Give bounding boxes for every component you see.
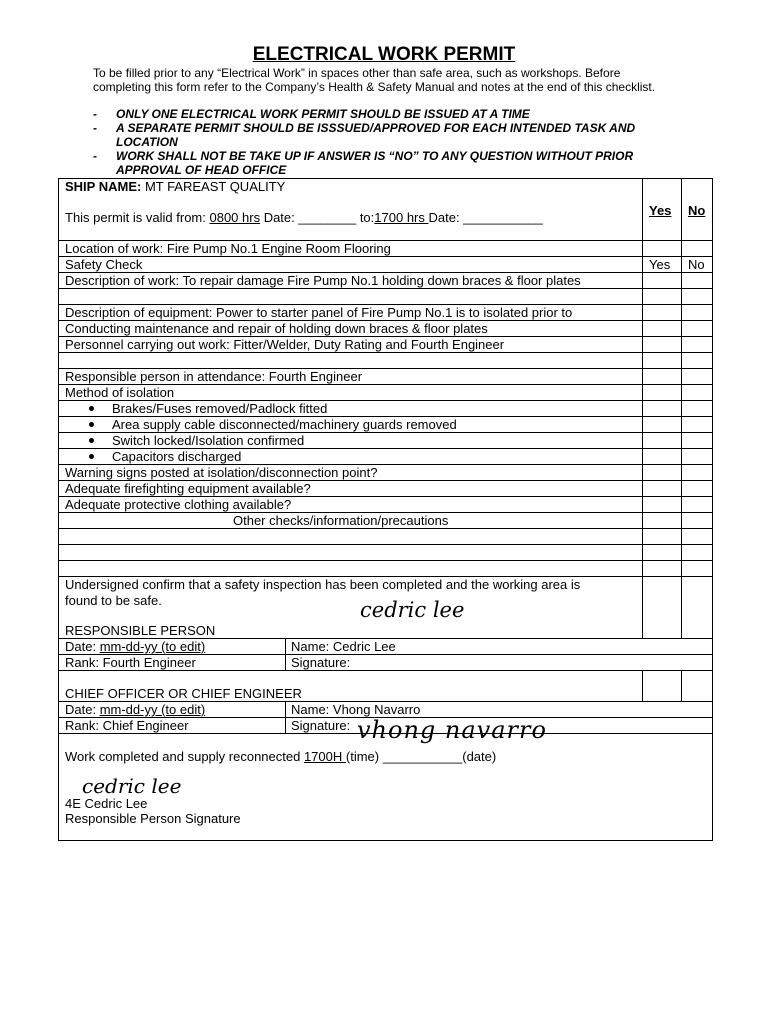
isolation-supply-cable: Area supply cable disconnected/machinery guards removed [112, 417, 457, 432]
ship-name-line: SHIP NAME: MT FAREAST QUALITY [65, 179, 286, 194]
protective-clothing-question: Adequate protective clothing available? [65, 497, 292, 512]
personnel-carrying-out-work: Personnel carrying out work: Fitter/Welder, Duty Rating and Fourth Engineer [65, 337, 505, 352]
responsible-person-signature: cedric lee [360, 598, 465, 622]
description-of-work: Description of work: To repair damage Fire Pump No.1 holding down braces & floor plates [65, 273, 581, 288]
bullet-icon [89, 422, 94, 427]
chief-name: Name: Vhong Navarro [291, 702, 421, 717]
yes-column-header: Yes [649, 203, 672, 218]
responsible-date-field[interactable]: mm-dd-yy (to edit) [99, 639, 206, 654]
confirmation-line-1: Undersigned confirm that a safety inspection has been completed and the working area is [65, 577, 581, 592]
completion-signature-caption: Responsible Person Signature [65, 811, 241, 826]
chief-rank: Rank: Chief Engineer [65, 718, 189, 733]
responsible-date: Date: mm-dd-yy (to edit) [65, 639, 206, 654]
chief-date-field[interactable]: mm-dd-yy (to edit) [99, 702, 206, 717]
responsible-name: Name: Cedric Lee [291, 639, 396, 654]
other-checks-heading: Other checks/information/precautions [233, 513, 449, 528]
intro-paragraph: To be filled prior to any “Electrical Work” in spaces other than safe area, such as workshops. Before completing this form refer to the Company’s Health & Safety Manual and notes at the end of this checklist. [93, 66, 656, 94]
responsible-signature-label: Signature: [291, 655, 351, 670]
isolation-capacitors: Capacitors discharged [112, 449, 242, 464]
confirmation-line-2: found to be safe. [65, 593, 162, 608]
safety-check-label: Safety Check [65, 257, 143, 272]
completion-signature: cedric lee [82, 774, 182, 798]
valid-from-time: 0800 hrs [209, 210, 261, 225]
firefighting-question: Adequate firefighting equipment available? [65, 481, 311, 496]
chief-date: Date: mm-dd-yy (to edit) [65, 702, 206, 717]
method-of-isolation: Method of isolation [65, 385, 175, 400]
chief-signature-label: Signature: [291, 718, 351, 733]
isolation-brakes-fuses: Brakes/Fuses removed/Padlock fitted [112, 401, 328, 416]
safety-check-yes: Yes [649, 257, 671, 272]
bullet-icon [89, 454, 94, 459]
completion-signer-name: 4E Cedric Lee [65, 796, 148, 811]
completion-time: 1700H [303, 749, 346, 764]
isolation-switch-locked: Switch locked/Isolation confirmed [112, 433, 305, 448]
responsible-person-heading: RESPONSIBLE PERSON [65, 623, 216, 638]
conducting-maintenance: Conducting maintenance and repair of holding down braces & floor plates [65, 321, 488, 336]
bullet-icon [89, 438, 94, 443]
validity-line: This permit is valid from: 0800 hrs Date: ________ to:1700 hrs Date: ___________ [65, 210, 543, 225]
valid-to-time: 1700 hrs [374, 210, 429, 225]
no-column-header: No [688, 203, 706, 218]
safety-check-no: No [688, 257, 705, 272]
document-title: ELECTRICAL WORK PERMIT [252, 44, 516, 65]
work-completed-line: Work completed and supply reconnected 1700H (time) ___________(date) [65, 749, 497, 764]
responsible-rank: Rank: Fourth Engineer [65, 655, 196, 670]
bullet-icon [89, 406, 94, 411]
chief-signature: vhong navarro [357, 716, 547, 744]
warning-signs-question: Warning signs posted at isolation/disconnection point? [65, 465, 378, 480]
location-of-work: Location of work: Fire Pump No.1 Engine Room Flooring [65, 241, 391, 256]
description-of-equipment: Description of equipment: Power to starter panel of Fire Pump No.1 is to isolated prior to [65, 305, 573, 320]
chief-heading: CHIEF OFFICER OR CHIEF ENGINEER [65, 686, 302, 701]
responsible-person-in-attendance: Responsible person in attendance: Fourth Engineer [65, 369, 363, 384]
